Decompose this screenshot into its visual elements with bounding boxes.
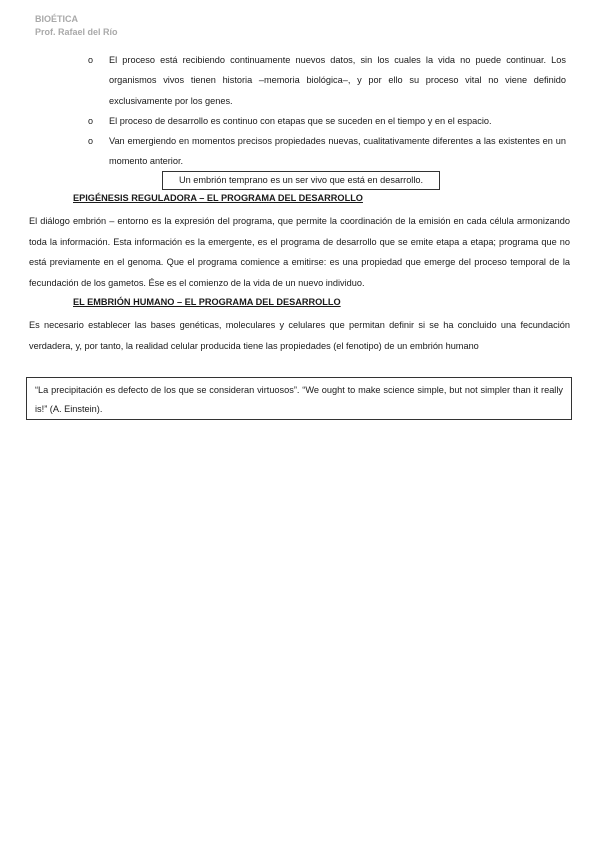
header-author: Prof. Rafael del Río — [35, 27, 118, 37]
header-subject: BIOÉTICA — [35, 14, 79, 24]
section-heading-embrion: EL EMBRIÓN HUMANO – EL PROGRAMA DEL DESARROLLO — [73, 297, 341, 307]
bullet-text: Van emergiendo en momentos precisos propiedades nuevas, cualitativamente diferentes a las existentes en un momento anterior. — [109, 136, 566, 167]
bullet-icon: o — [88, 55, 94, 65]
section-paragraph-embrion: Es necesario establecer las bases genéticas, moleculares y celulares que permitan definir si se ha concluido una fecundación verdadera, y, por tanto, la realidad celular producida tiene las propiedades (el fenotipo) de un embrión humano — [29, 320, 570, 351]
list-item — [88, 50, 566, 111]
callout-box: Un embrión temprano es un ser vivo que está en desarrollo. — [162, 171, 440, 190]
bullet-list — [88, 50, 566, 172]
bullet-icon: o — [88, 115, 94, 126]
section-heading-epigenesis: EPIGÉNESIS REGULADORA – EL PROGRAMA DEL DESARROLLO — [73, 193, 363, 203]
page-header — [35, 13, 118, 39]
bullet-icon: o — [88, 136, 94, 147]
list-item — [88, 131, 566, 172]
section-paragraph-epigenesis: El diálogo embrión – entorno es la expresión del programa, que permite la coordinación de la emisión en cada célula armonizando toda la información. Esta información es la emergente, es el programa de desarrollo que se emite etapa a etapa; programa que no está previamente en el genoma. Que el programa comience a emitirse: es una propiedad que emerge del proceso temporal de la fecundación de los gametos. Ése es el comienzo de la vida de un nuevo individuo. — [29, 216, 570, 288]
list-item — [88, 111, 566, 131]
bullet-text: El proceso de desarrollo es continuo con etapas que se suceden en el tiempo y en el espacio. — [109, 115, 492, 126]
quote-box: “La precipitación es defecto de los que se consideran virtuosos”. “We ought to make science simple, but not simpler than it really is!” (A. Einstein). — [26, 377, 572, 420]
bullet-text: El proceso está recibiendo continuamente nuevos datos, sin los cuales la vida no puede continuar. Los organismos vivos tienen historia –memoria biológica–, y por ello su proceso vital no viene definido exclusivamente por los genes. — [109, 55, 566, 106]
